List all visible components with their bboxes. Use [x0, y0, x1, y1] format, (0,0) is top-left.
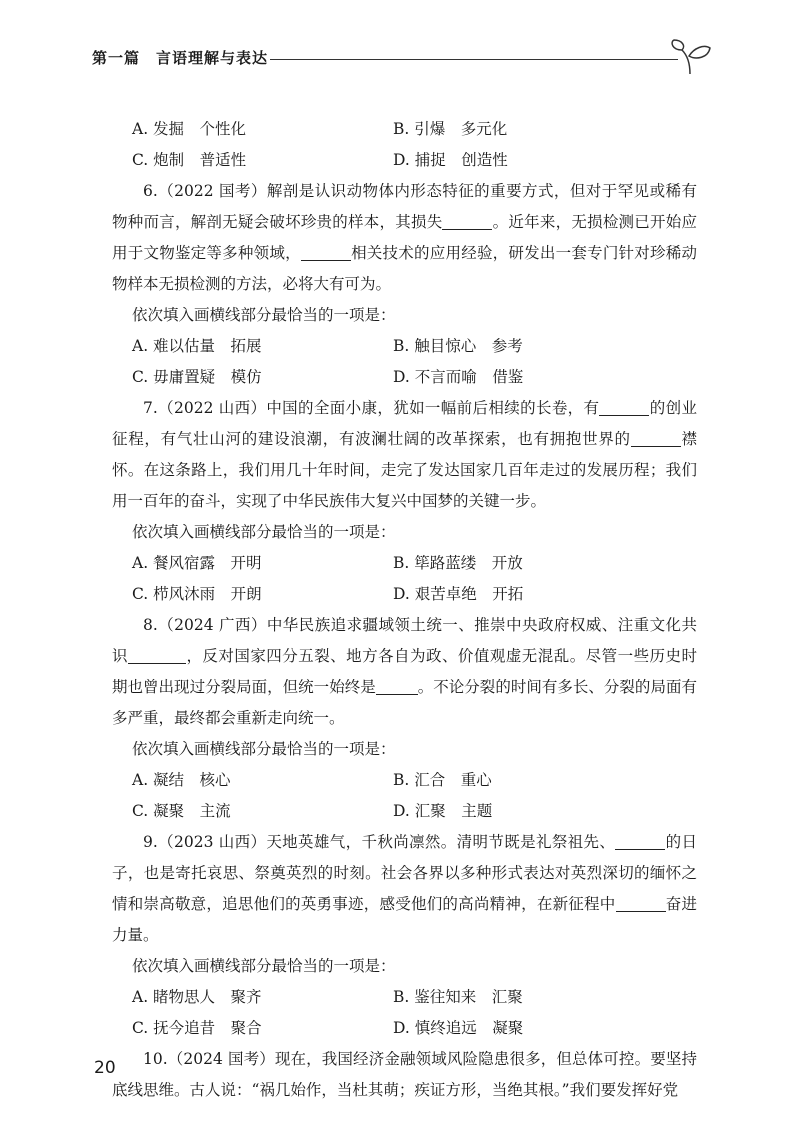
answer-blank — [301, 245, 351, 262]
answer-blank — [376, 679, 418, 696]
q8-option-a: A. 凝结 核心 — [132, 771, 231, 789]
answer-blank — [615, 834, 665, 851]
page-content — [112, 114, 697, 1106]
q9-text-2: 的日子，也是寄托哀思、祭奠英烈的时刻。社会各界以多种形式表达对英烈深切的缅怀之情和崇高敬意，追思他们的英勇事迹，感受他们的高尚精神，在新征程中 — [112, 833, 697, 913]
q9-stem — [112, 827, 697, 951]
q7-text-1: 7.（2022 山西）中国的全面小康，犹如一幅前后相续的长卷，有 — [143, 399, 600, 417]
q6-option-d: D. 不言而喻 借鉴 — [393, 368, 524, 386]
q9-text-3: 奋进力量。 — [112, 895, 697, 944]
q7-options-row-1 — [112, 548, 697, 579]
q8-text-1: 8.（2024 广西）中华民族追求疆域领土统一、推崇中央政府权威、注重文化共识 — [112, 616, 697, 665]
q7-option-b: B. 筚路蓝缕 开放 — [393, 554, 523, 572]
q5-option-a: A. 发掘 个性化 — [132, 120, 247, 138]
q9-options-row-2 — [112, 1013, 697, 1044]
q6-options-row-2 — [112, 362, 697, 393]
q7-text-2: 的创业征程，有气壮山河的建设浪潮，有波澜壮阔的改革探索，也有拥抱世界的 — [112, 399, 697, 448]
q6-stem — [112, 176, 697, 300]
q5-options-row-2 — [112, 145, 697, 176]
chapter-title: 第一篇 言语理解与表达 — [92, 49, 269, 67]
q8-prompt: 依次填入画横线部分最恰当的一项是： — [132, 740, 396, 758]
q6-text-2: 。近年来，无损检测已开始应用于文物鉴定等多种领域， — [112, 213, 697, 262]
q6-prompt: 依次填入画横线部分最恰当的一项是： — [132, 306, 396, 324]
q7-options-row-2 — [112, 579, 697, 610]
q10-stem: 10.（2024 国考）现在，我国经济金融领域风险隐患很多，但总体可控。要坚持底线思维。古人说：“祸几始作，当杜其萌；疾证方形，当绝其根。”我们要发挥好党 — [112, 1050, 697, 1099]
q8-option-d: D. 汇聚 主题 — [393, 802, 493, 820]
running-header — [92, 38, 712, 78]
q7-text-3: 襟怀。在这条路上，我们用几十年时间，走完了发达国家几百年走过的发展历程；我们用一百年的奋斗，实现了中华民族伟大复兴中国梦的关键一步。 — [112, 430, 697, 510]
q6-text-1: 6.（2022 国考）解剖是认识动物体内形态特征的重要方式，但对于罕见或稀有物种而言，解剖无疑会破坏珍贵的样本，其损失 — [112, 182, 697, 231]
answer-blank — [442, 214, 492, 231]
q5-option-d: D. 捕捉 创造性 — [393, 151, 508, 169]
q5-option-b: B. 引爆 多元化 — [393, 120, 508, 138]
sprout-icon — [668, 38, 718, 76]
page-number: 20 — [94, 1058, 116, 1078]
q6-options-row-1 — [112, 331, 697, 362]
q8-text-2: ，反对国家四分五裂、地方各自为政、价值观虚无混乱。尽管一些历史时期也曾出现过分裂局面，但统一始终是 — [112, 647, 697, 696]
q8-option-c: C. 凝聚 主流 — [132, 802, 231, 820]
q6-option-c: C. 毋庸置疑 模仿 — [132, 368, 262, 386]
q7-stem — [112, 393, 697, 517]
q6-option-a: A. 难以估量 拓展 — [132, 337, 262, 355]
q9-prompt: 依次填入画横线部分最恰当的一项是： — [132, 957, 396, 975]
q9-option-b: B. 鉴往知来 汇聚 — [393, 988, 523, 1006]
q9-option-d: D. 慎终追远 凝聚 — [393, 1019, 524, 1037]
q6-option-b: B. 触目惊心 参考 — [393, 337, 523, 355]
q7-prompt: 依次填入画横线部分最恰当的一项是： — [132, 523, 396, 541]
q8-options-row-1 — [112, 765, 697, 796]
q8-text-3: 。不论分裂的时间有多长、分裂的局面有多严重，最终都会重新走向统一。 — [112, 678, 697, 727]
q9-option-c: C. 抚今追昔 聚合 — [132, 1019, 262, 1037]
q9-text-1: 9.（2023 山西）天地英雄气，千秋尚凛然。清明节既是礼祭祖先、 — [143, 833, 616, 851]
q9-options-row-1 — [112, 982, 697, 1013]
q8-options-row-2 — [112, 796, 697, 827]
q9-option-a: A. 睹物思人 聚齐 — [132, 988, 262, 1006]
answer-blank — [616, 896, 666, 913]
q6-text-3: 相关技术的应用经验，研发出一套专门针对珍稀动物样本无损检测的方法，必将大有可为。 — [112, 244, 697, 293]
q8-stem — [112, 610, 697, 734]
header-rule — [270, 59, 678, 60]
answer-blank — [631, 431, 681, 448]
answer-blank — [128, 648, 186, 665]
q8-option-b: B. 汇合 重心 — [393, 771, 492, 789]
q7-option-c: C. 栉风沐雨 开朗 — [132, 585, 262, 603]
answer-blank — [599, 400, 649, 417]
q5-options-row-1 — [112, 114, 697, 145]
q7-option-d: D. 艰苦卓绝 开拓 — [393, 585, 524, 603]
q7-option-a: A. 餐风宿露 开明 — [132, 554, 262, 572]
q5-option-c: C. 炮制 普适性 — [132, 151, 247, 169]
